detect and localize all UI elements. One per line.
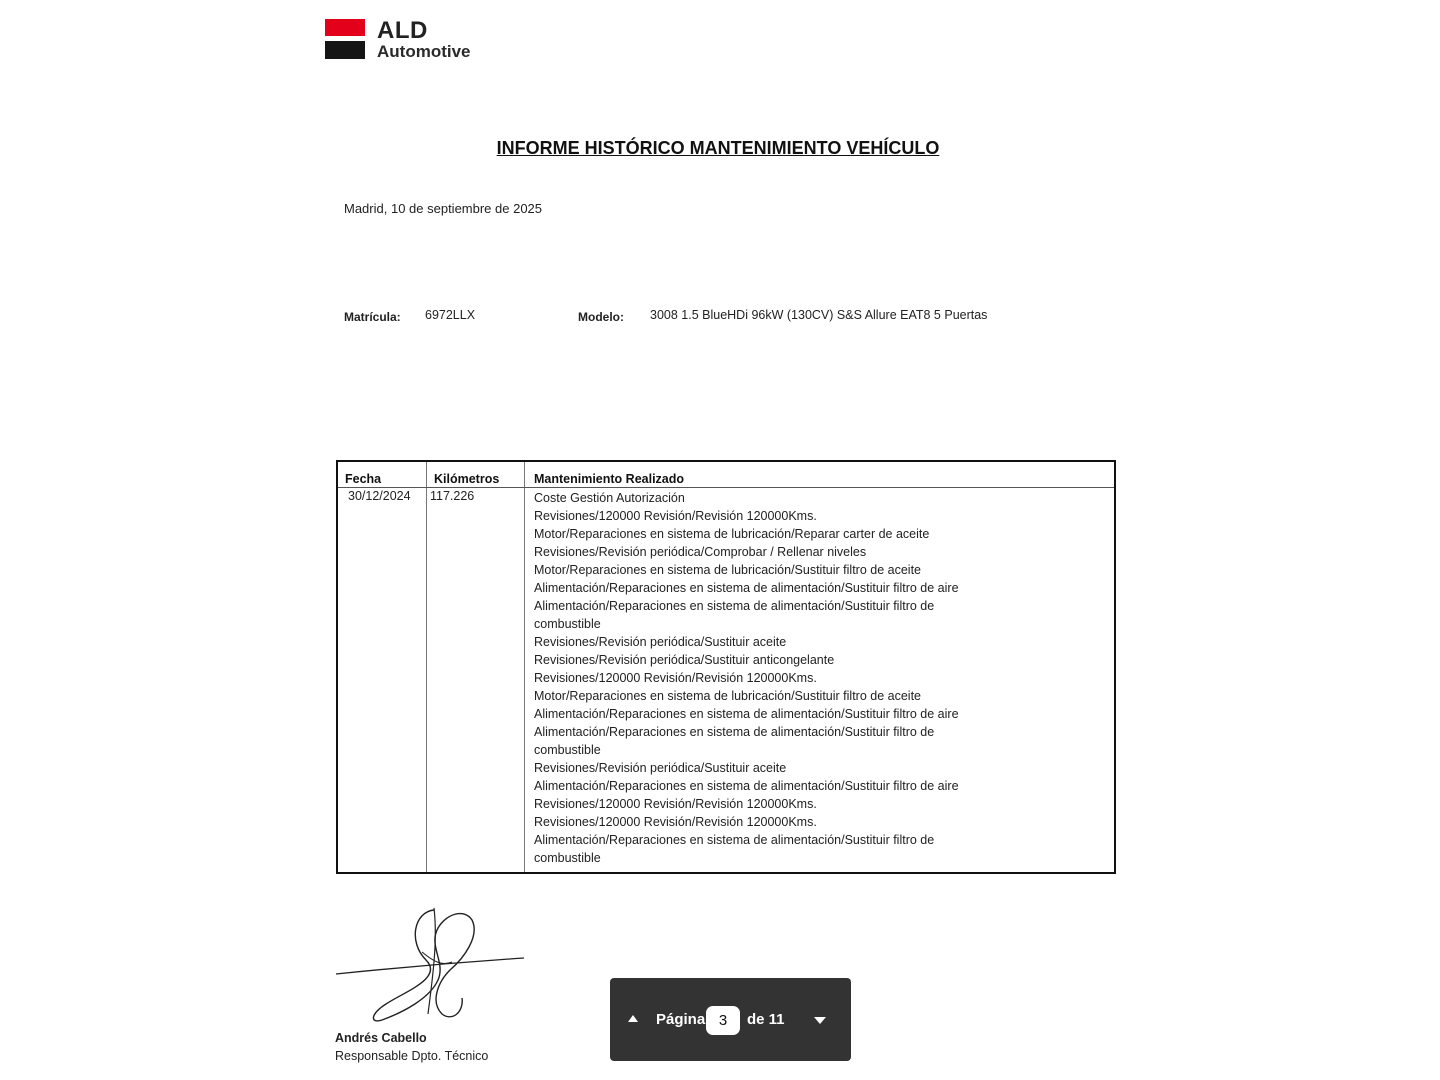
page-total: de 11 — [747, 1011, 785, 1028]
triangle-up-icon[interactable] — [626, 1011, 640, 1025]
page-label: Página — [656, 1011, 706, 1028]
maintenance-task: Alimentación/Reparaciones en sistema de alimentación/Sustituir filtro de aire — [534, 581, 959, 595]
maintenance-task: Revisiones/120000 Revisión/Revisión 120000Kms. — [534, 509, 817, 523]
maintenance-task: Revisiones/120000 Revisión/Revisión 120000Kms. — [534, 797, 817, 811]
logo-subtitle: Automotive — [377, 42, 471, 61]
maintenance-task: Coste Gestión Autorización — [534, 491, 685, 505]
model-label: Modelo: — [578, 310, 624, 324]
page-navigator — [610, 978, 851, 1061]
maintenance-task: Revisiones/Revisión periódica/Comprobar / Rellenar niveles — [534, 545, 867, 559]
maintenance-task: Revisiones/Revisión periódica/Sustituir anticongelante — [534, 653, 835, 667]
maintenance-task: Alimentación/Reparaciones en sistema de alimentación/Sustituir filtro de aire — [534, 707, 959, 721]
page-number-input[interactable] — [706, 1006, 740, 1035]
maintenance-task: combustible — [534, 851, 601, 865]
row-km: 117.226 — [430, 489, 475, 503]
maintenance-task: Alimentación/Reparaciones en sistema de alimentación/Sustituir filtro de — [534, 725, 935, 739]
report-title: INFORME HISTÓRICO MANTENIMIENTO VEHÍCULO — [496, 138, 940, 158]
maintenance-task: Alimentación/Reparaciones en sistema de alimentación/Sustituir filtro de — [534, 599, 935, 613]
maintenance-task: combustible — [534, 743, 601, 757]
signatory-name: Andrés Cabello — [335, 1031, 427, 1045]
maintenance-task: Revisiones/120000 Revisión/Revisión 120000Kms. — [534, 815, 817, 829]
header-km: Kilómetros — [434, 472, 500, 486]
chevron-down-icon[interactable] — [812, 1013, 828, 1027]
logo-mark — [325, 19, 365, 59]
maintenance-task: combustible — [534, 617, 601, 631]
maintenance-task: Motor/Reparaciones en sistema de lubricación/Sustituir filtro de aceite — [534, 563, 921, 577]
maintenance-task: Revisiones/120000 Revisión/Revisión 120000Kms. — [534, 671, 817, 685]
maintenance-table — [336, 460, 1116, 874]
report-date: Madrid, 10 de septiembre de 2025 — [344, 201, 543, 216]
row-date: 30/12/2024 — [348, 489, 411, 503]
ald-automotive-logo — [324, 18, 484, 66]
maintenance-task-list — [534, 489, 1014, 867]
model-value: 3008 1.5 BlueHDi 96kW (130CV) S&S Allure EAT8 5 Puertas — [650, 308, 988, 322]
maintenance-task: Motor/Reparaciones en sistema de lubricación/Reparar carter de aceite — [534, 527, 930, 541]
signature-image — [334, 902, 526, 1024]
header-date: Fecha — [345, 472, 382, 486]
maintenance-task: Alimentación/Reparaciones en sistema de alimentación/Sustituir filtro de aire — [534, 779, 959, 793]
maintenance-task: Alimentación/Reparaciones en sistema de alimentación/Sustituir filtro de — [534, 833, 935, 847]
plate-label: Matrícula: — [344, 310, 401, 324]
maintenance-task: Revisiones/Revisión periódica/Sustituir aceite — [534, 761, 787, 775]
signatory-role: Responsable Dpto. Técnico — [335, 1049, 489, 1063]
header-maintenance: Mantenimiento Realizado — [534, 472, 685, 486]
maintenance-task: Revisiones/Revisión periódica/Sustituir aceite — [534, 635, 787, 649]
plate-value: 6972LLX — [425, 308, 476, 322]
logo-brand: ALD — [377, 17, 428, 44]
maintenance-task: Motor/Reparaciones en sistema de lubricación/Sustituir filtro de aceite — [534, 689, 921, 703]
